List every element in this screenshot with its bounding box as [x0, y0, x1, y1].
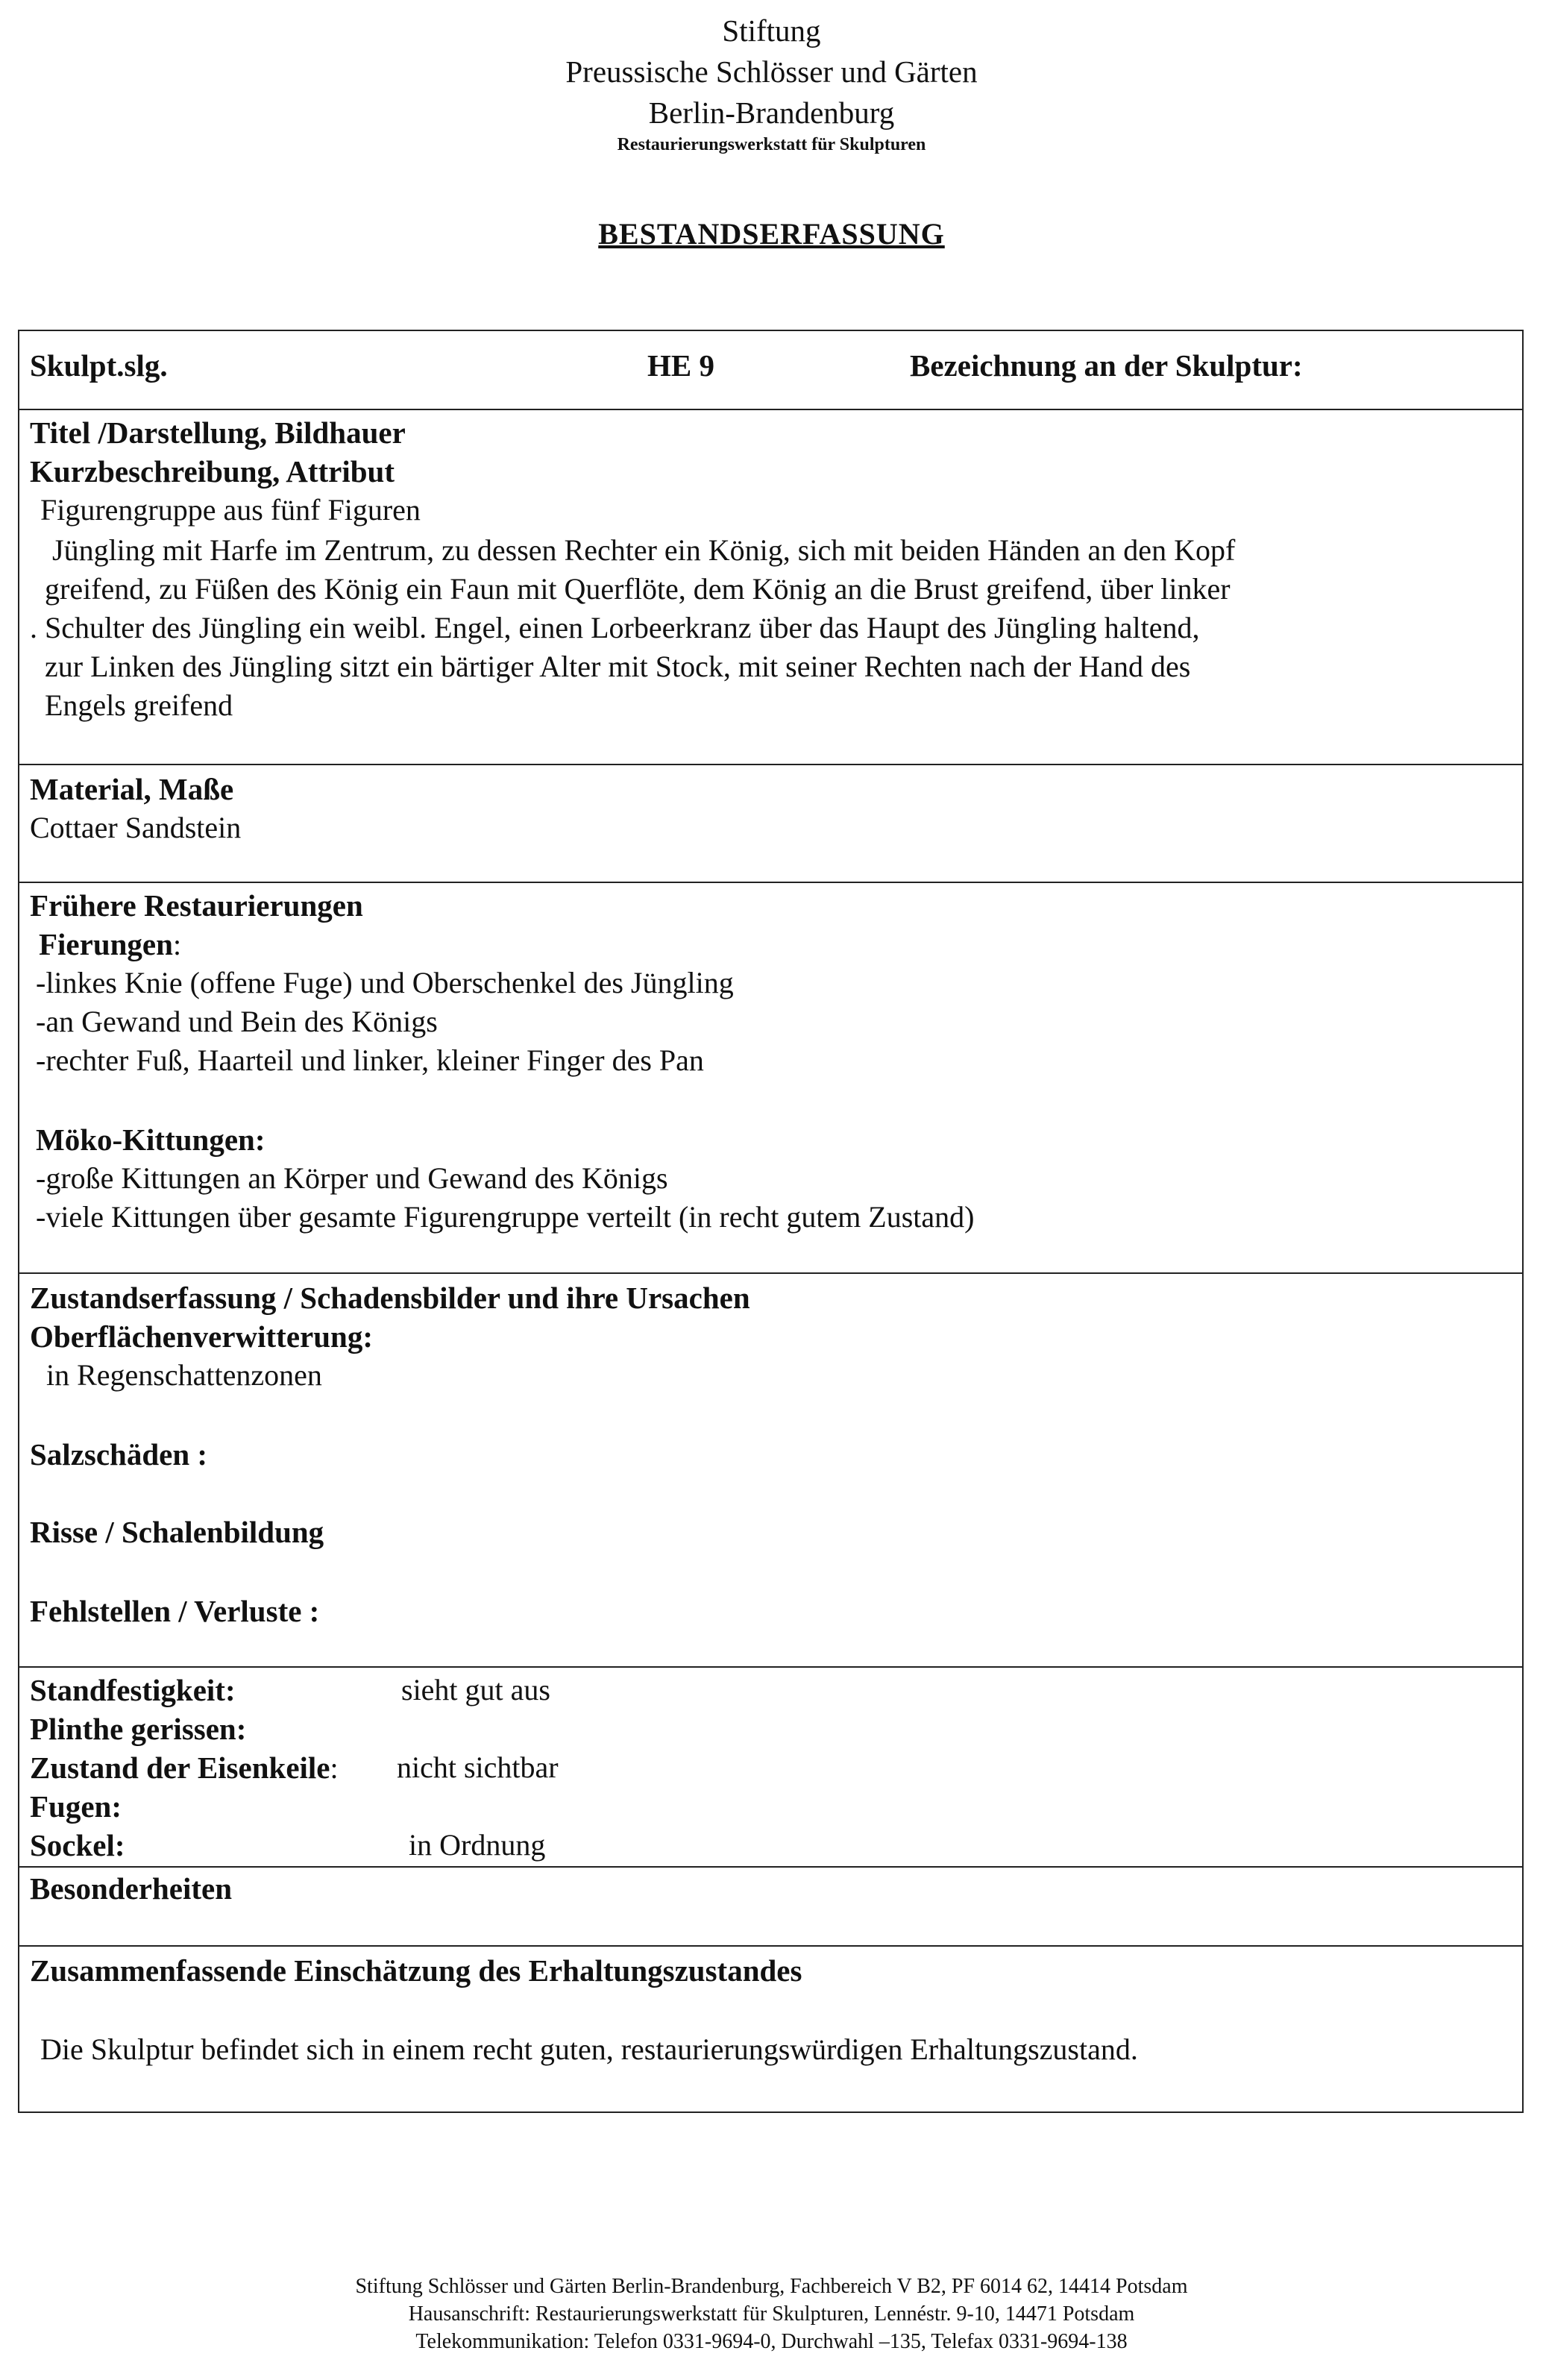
title-description-section	[19, 410, 1522, 765]
fierungen-item: -rechter Fuß, Haarteil und linker, kleiner Finger des Pan	[36, 1043, 704, 1077]
org-line-1: Stiftung	[722, 13, 821, 48]
id-row	[19, 331, 1522, 410]
weathering-value: in Regenschattenzonen	[46, 1358, 322, 1392]
inventory-form	[18, 330, 1524, 2113]
restoration-section	[19, 883, 1522, 1274]
document-title: BESTANDSERFASSUNG	[598, 217, 945, 251]
summary-text: Die Skulptur befindet sich in einem recht guten, restaurierungswürdigen Erhaltungszustand.	[40, 2032, 1138, 2066]
iron-wedges-value: nicht sichtbar	[397, 1751, 559, 1784]
description-line: Jüngling mit Harfe im Zentrum, zu dessen Rechter ein König, sich mit beiden Händen an den Kopf	[52, 533, 1236, 567]
description-line: . Schulter des Jüngling ein weibl. Engel, einen Lorbeerkranz über das Haupt des Jüngling haltend,	[30, 611, 1200, 644]
moeko-item: -große Kittungen an Körper und Gewand des Königs	[36, 1161, 668, 1195]
footer-line-3: Telekommunikation: Telefon 0331-9694-0, Durchwahl –135, Telefax 0331-9694-138	[415, 2330, 1128, 2353]
condition-section	[19, 1274, 1522, 1668]
iron-wedges-heading	[30, 1748, 339, 1788]
description-line: Engels greifend	[45, 688, 233, 722]
description-label: Kurzbeschreibung, Attribut	[30, 454, 395, 489]
org-line-3: Berlin-Brandenburg	[648, 95, 895, 130]
description-line: greifend, zu Füßen des König ein Faun mit Querflöte, dem König an die Brust greifend, über linker	[45, 572, 1231, 606]
iron-wedges-label: Zustand der Eisenkeile	[30, 1751, 330, 1785]
fierungen-label: Fierungen	[39, 927, 173, 961]
weathering-label: Oberflächenverwitterung:	[30, 1319, 373, 1354]
stability-section	[19, 1668, 1522, 1868]
material-label: Material, Maße	[30, 772, 234, 806]
footer-line-1: Stiftung Schlösser und Gärten Berlin-Brandenburg, Fachbereich V B2, PF 6014 62, 14414 Potsdam	[355, 2275, 1188, 2298]
fierungen-item: -an Gewand und Bein des Königs	[36, 1005, 438, 1038]
fierungen-heading	[39, 925, 181, 964]
iron-wedges-colon: :	[330, 1751, 339, 1785]
plinth-label: Plinthe gerissen:	[30, 1712, 247, 1746]
summary-label: Zusammenfassende Einschätzung des Erhaltungszustandes	[30, 1953, 802, 1988]
stability-label: Standfestigkeit:	[30, 1673, 236, 1707]
base-value: in Ordnung	[409, 1828, 546, 1862]
restoration-label: Frühere Restaurierungen	[30, 888, 363, 923]
special-section	[19, 1868, 1522, 1947]
special-label: Besonderheiten	[30, 1871, 233, 1906]
base-label: Sockel:	[30, 1828, 125, 1862]
title-label: Titel /Darstellung, Bildhauer	[30, 415, 406, 450]
cracks-label: Risse / Schalenbildung	[30, 1515, 324, 1549]
inventory-number: HE 9	[647, 348, 714, 383]
letterhead	[0, 10, 1543, 156]
condition-label: Zustandserfassung / Schadensbilder und ihre Ursachen	[30, 1281, 750, 1315]
org-subtitle: Restaurierungswerkstatt für Skulpturen	[617, 135, 926, 154]
stability-value: sieht gut aus	[401, 1673, 550, 1706]
summary-section	[19, 1947, 1522, 2111]
moeko-label: Möko-Kittungen:	[36, 1123, 265, 1157]
fierungen-colon: :	[172, 928, 182, 961]
material-section	[19, 765, 1522, 883]
joints-label: Fugen:	[30, 1789, 122, 1824]
collection-label: Skulpt.slg.	[30, 348, 168, 383]
description-line: Figurengruppe aus fünf Figuren	[40, 493, 421, 527]
footer	[0, 2273, 1543, 2355]
org-line-2: Preussische Schlösser und Gärten	[565, 54, 978, 89]
salt-damage-label: Salzschäden :	[30, 1437, 208, 1472]
fierungen-item: -linkes Knie (offene Fuge) und Oberschenkel des Jüngling	[36, 966, 734, 999]
losses-label: Fehlstellen / Verluste :	[30, 1594, 320, 1628]
material-value: Cottaer Sandstein	[30, 811, 242, 844]
moeko-item: -viele Kittungen über gesamte Figurengruppe verteilt (in recht gutem Zustand)	[36, 1200, 975, 1234]
footer-line-2: Hausanschrift: Restaurierungswerkstatt für Skulpturen, Lennéstr. 9-10, 14471 Potsdam	[408, 2302, 1135, 2326]
inscription-label: Bezeichnung an der Skulptur:	[910, 348, 1303, 383]
description-line: zur Linken des Jüngling sitzt ein bärtiger Alter mit Stock, mit seiner Rechten nach der Hand des	[45, 650, 1191, 683]
